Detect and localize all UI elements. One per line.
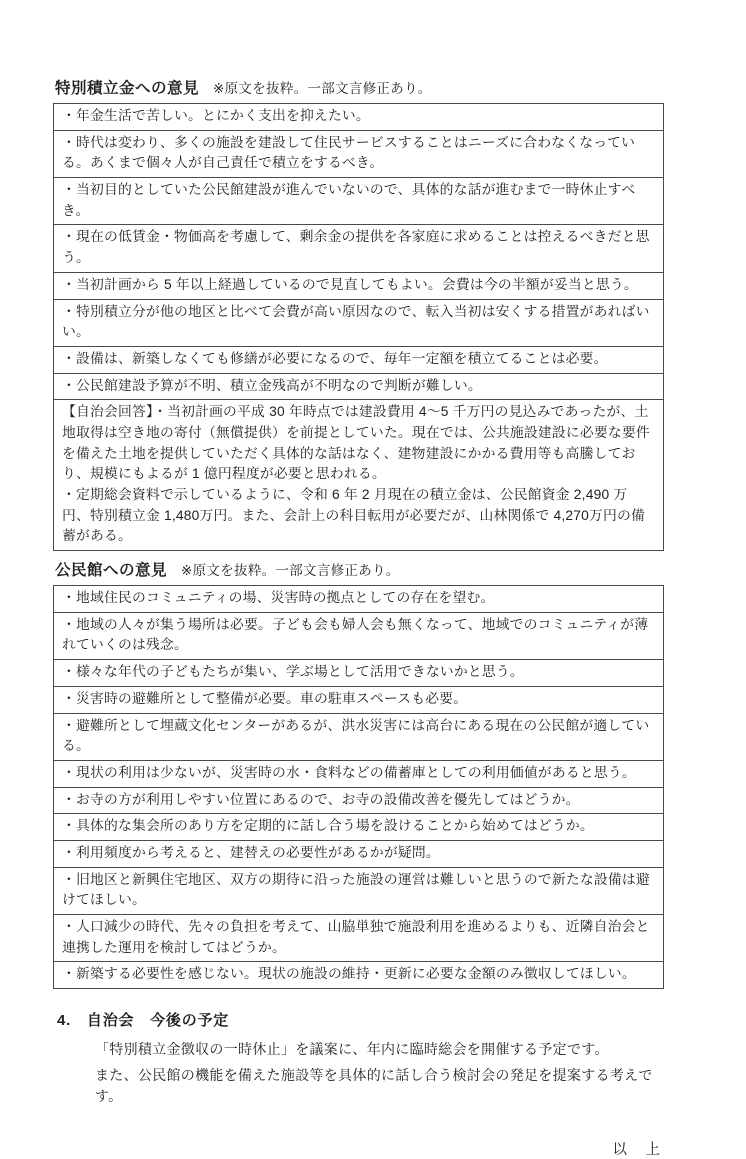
section-kominkan-heading <box>55 558 664 580</box>
association-response-row <box>54 400 664 551</box>
table-row <box>54 346 664 373</box>
opinion-text: ・人口減少の時代、先々の負担を考えて、山脇単独で施設利用を進めるよりも、近隣自治会と連携した運用を検討してはどうか。 <box>62 919 650 955</box>
table-row <box>54 178 664 225</box>
closing-text: 以 上 <box>612 1141 662 1158</box>
reserve-opinions-table <box>53 103 664 551</box>
opinion-text: ・特別積立分が他の地区と比べて会費が高い原因なので、転入当初は安くする措置があればいい。 <box>62 303 650 340</box>
section-future-plan <box>57 1009 664 1106</box>
table-row <box>54 867 664 914</box>
table-row <box>54 713 664 760</box>
section-title: 特別積立金への意見 <box>55 80 200 97</box>
table-row <box>54 612 664 659</box>
opinion-text: ・現在の低賃金・物価高を考慮して、剰余金の提供を各家庭に求めることは控えるべきだと思う。 <box>62 229 650 266</box>
table-row <box>54 130 664 177</box>
opinion-text: ・新築する必要性を感じない。現状の施設の維持・更新に必要な金額のみ徴収してほしい。 <box>62 966 636 982</box>
opinion-text: ・具体的な集会所のあり方を定期的に話し合う場を設けることから始めてはどうか。 <box>62 818 594 834</box>
section-note: ※原文を抜粋。一部文言修正あり。 <box>213 81 432 96</box>
opinion-text: ・旧地区と新興住宅地区、双方の期待に沿った施設の運営は難しいと思うので新たな設備は避けてほしい。 <box>62 871 650 908</box>
section-title: 公民館への意見 <box>55 562 168 580</box>
table-row <box>54 962 664 989</box>
table-row <box>54 272 664 299</box>
opinion-text: ・様々な年代の子どもたちが集い、学ぶ場として活用できないかと思う。 <box>62 664 524 680</box>
future-plan-line: また、公民館の機能を備えた施設等を具体的に話し合う検討会の発足を提案する考えです。 <box>95 1067 653 1104</box>
section-reserve-heading <box>55 76 664 98</box>
table-row <box>54 840 664 867</box>
table-row <box>54 814 664 841</box>
opinion-text: ・年金生活で苦しい。とにかく支出を抑えたい。 <box>62 108 370 123</box>
opinion-text: ・現状の利用は少ないが、災害時の水・食料などの備蓄庫としての利用価値があると思う。 <box>62 764 636 780</box>
opinion-text: ・地域住民のコミュニティの場、災害時の拠点としての存在を望む。 <box>62 590 495 606</box>
table-row <box>54 660 664 687</box>
opinion-text: ・利用頻度から考えると、建替えの必要性があるかが疑問。 <box>62 844 440 860</box>
opinion-text: ・当初目的としていた公民館建設が進んでいないので、具体的な話が進むまで一時休止すべき。 <box>62 182 636 218</box>
opinion-text: ・お寺の方が利用しやすい位置にあるので、お寺の設備改善を優先してはどうか。 <box>62 791 580 807</box>
opinion-text: ・時代は変わり、多くの施設を建設して住民サービスすることはニーズに合わなくなっている。あくまで個々人が自己責任で積立をするべき。 <box>62 134 636 171</box>
opinion-text: ・災害時の避難所として整備が必要。車の駐車スペースも必要。 <box>62 690 468 706</box>
table-row <box>54 760 664 787</box>
kominkan-opinions-table <box>53 585 664 989</box>
table-row <box>54 686 664 713</box>
opinion-text: ・公民館建設予算が不明、積立金残高が不明なので判断が難しい。 <box>62 377 482 393</box>
opinion-text: ・地域の人々が集う場所は必要。子ども会も婦人会も無くなって、地域でのコミュニティが薄れていくのは残念。 <box>62 616 649 653</box>
table-row <box>54 104 664 131</box>
future-plan-heading: 4. 自治会 今後の予定 <box>57 1012 230 1030</box>
section-note: ※原文を抜粋。一部文言修正あり。 <box>181 563 400 579</box>
table-row <box>54 373 664 400</box>
future-plan-line: 「特別積立金徴収の一時休止」を議案に、年内に臨時総会を開催する予定です。 <box>95 1041 609 1058</box>
opinion-text: ・当初計画から 5 年以上経過しているので見直してもよい。会費は今の半額が妥当と思う。 <box>62 276 638 292</box>
response-text: ・定期総会資料で示しているように、令和 6 年 2 月現在の積立金は、公民館資金 2,490 万円、特別積立金 1,480万円。また、会計上の科目転用が必要だが、山林関係で 4,270万円の備蓄がある。 <box>62 487 646 544</box>
table-row <box>54 787 664 814</box>
response-text: 【自治会回答】・当初計画の平成 30 年時点では建設費用 4～5 千万円の見込みであったが、土地取得は空き地の寄付（無償提供）を前提としていた。現在では、公共施設建設に必要な要件を備えた土地を提供していただく具体的な話はなく、建物建設にかかる費用等も高騰しており、規模にもよるが 1 億円程度が必要と思われる。 <box>62 404 650 482</box>
table-row <box>54 915 664 962</box>
table-row <box>54 299 664 346</box>
opinion-text: ・設備は、新築しなくても修繕が必要になるので、毎年一定額を積立てることは必要。 <box>62 350 608 366</box>
table-row <box>54 225 664 272</box>
opinion-text: ・避難所として埋蔵文化センターがあるが、洪水災害には高台にある現在の公民館が適している。 <box>62 717 650 754</box>
table-row <box>54 586 664 613</box>
